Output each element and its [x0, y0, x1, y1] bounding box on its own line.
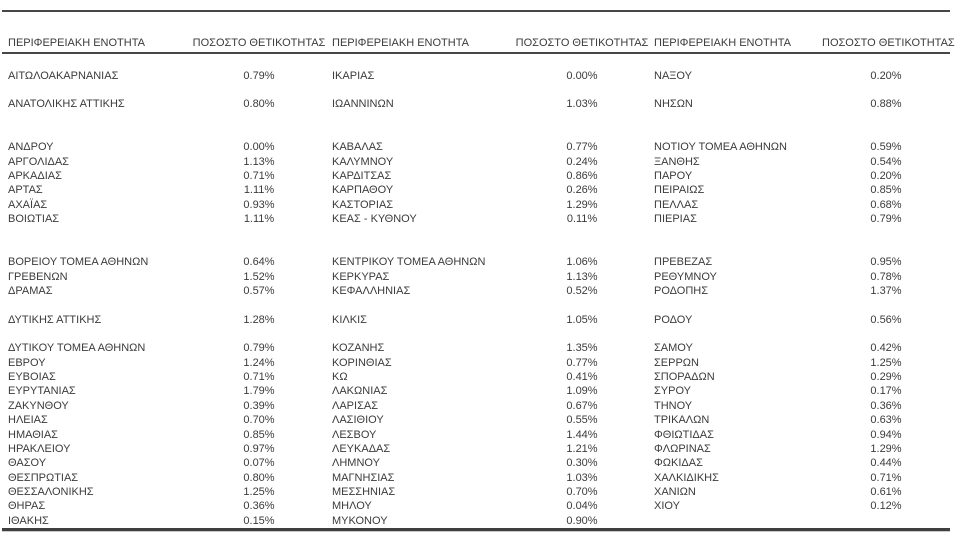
region-name-cell: ΦΛΩΡΙΝΑΣ: [654, 442, 711, 455]
header-positivity-2: ΠΟΣΟΣΤΟ ΘΕΤΙΚΟΤΗΤΑΣ: [515, 37, 649, 49]
positivity-value-cell: 0.42%: [870, 342, 902, 355]
table-row: [2, 312, 950, 326]
positivity-value-cell: 0.20%: [870, 170, 902, 183]
table-row: [2, 269, 950, 283]
region-name-cell: ΚΑΡΠΑΘΟΥ: [332, 184, 394, 197]
table-row: [2, 442, 950, 456]
region-name-cell: ΜΑΓΝΗΣΙΑΣ: [332, 471, 395, 484]
positivity-value-cell: 0.63%: [870, 414, 902, 427]
table-row: [2, 169, 950, 183]
region-name-cell: ΚΑΡΔΙΤΣΑΣ: [332, 170, 392, 183]
region-name-cell: ΚΙΛΚΙΣ: [332, 313, 367, 326]
region-name-cell: ΕΥΒΟΙΑΣ: [8, 371, 56, 384]
region-name-cell: ΕΥΡΥΤΑΝΙΑΣ: [8, 385, 76, 398]
table-row: [2, 241, 950, 255]
positivity-value-cell: 0.79%: [243, 342, 275, 355]
positivity-value-cell: 0.29%: [870, 371, 902, 384]
region-name-cell: ΠΙΕΡΙΑΣ: [654, 213, 697, 226]
positivity-value-cell: 1.28%: [243, 313, 275, 326]
positivity-value-cell: 0.30%: [566, 457, 598, 470]
positivity-value-cell: 0.79%: [870, 213, 902, 226]
header-region-2: ΠΕΡΙΦΕΡΕΙΑΚΗ ΕΝΟΤΗΤΑ: [332, 37, 469, 49]
positivity-value-cell: 0.59%: [870, 141, 902, 154]
table-row: [2, 226, 950, 240]
table-row: [2, 183, 950, 197]
region-name-cell: ΜΗΛΟΥ: [332, 500, 372, 513]
region-name-cell: ΗΜΑΘΙΑΣ: [8, 428, 58, 441]
positivity-value-cell: 0.17%: [870, 385, 902, 398]
region-name-cell: ΣΠΟΡΑΔΩΝ: [654, 371, 715, 384]
positivity-value-cell: 0.00%: [566, 69, 598, 82]
positivity-value-cell: 1.21%: [566, 442, 598, 455]
region-name-cell: ΚΟΖΑΝΗΣ: [332, 342, 385, 355]
positivity-value-cell: 0.04%: [566, 500, 598, 513]
positivity-value-cell: 0.41%: [566, 371, 598, 384]
positivity-value-cell: 0.39%: [243, 399, 275, 412]
region-name-cell: ΚΑΒΑΛΑΣ: [332, 141, 383, 154]
positivity-value-cell: 0.52%: [566, 284, 598, 297]
region-name-cell: ΑΧΑΪΑΣ: [8, 198, 48, 211]
region-name-cell: ΙΩΑΝΝΙΝΩΝ: [332, 98, 394, 111]
region-name-cell: ΙΘΑΚΗΣ: [8, 514, 49, 527]
positivity-value-cell: 0.00%: [243, 141, 275, 154]
positivity-value-cell: 0.11%: [566, 213, 598, 226]
region-name-cell: ΕΒΡΟΥ: [8, 356, 46, 369]
table-row: [2, 284, 950, 298]
regional-positivity-table: [2, 10, 955, 532]
positivity-value-cell: 0.54%: [870, 155, 902, 168]
positivity-value-cell: 0.70%: [566, 485, 598, 498]
positivity-value-cell: 1.44%: [566, 428, 598, 441]
table-row: [2, 341, 950, 355]
region-name-cell: ΑΡΚΑΔΙΑΣ: [8, 170, 62, 183]
region-name-cell: ΚΕΡΚΥΡΑΣ: [332, 270, 390, 283]
region-name-cell: ΑΙΤΩΛΟΑΚΑΡΝΑΝΙΑΣ: [8, 69, 119, 82]
positivity-value-cell: 1.03%: [566, 98, 598, 111]
region-name-cell: ΣΑΜΟΥ: [654, 342, 693, 355]
region-name-cell: ΧΑΛΚΙΔΙΚΗΣ: [654, 471, 719, 484]
positivity-value-cell: 0.85%: [870, 184, 902, 197]
region-name-cell: ΧΑΝΙΩΝ: [654, 485, 696, 498]
region-name-cell: ΙΚΑΡΙΑΣ: [332, 69, 375, 82]
table-row: [2, 198, 950, 212]
positivity-value-cell: 0.44%: [870, 457, 902, 470]
region-name-cell: ΛΑΣΙΘΙΟΥ: [332, 414, 384, 427]
positivity-value-cell: 0.97%: [243, 442, 275, 455]
table-row: [2, 155, 950, 169]
region-name-cell: ΠΕΛΛΑΣ: [654, 198, 699, 211]
positivity-value-cell: 0.78%: [870, 270, 902, 283]
positivity-value-cell: 0.36%: [243, 500, 275, 513]
region-name-cell: ΡΕΘΥΜΝΟΥ: [654, 270, 717, 283]
region-name-cell: ΓΡΕΒΕΝΩΝ: [8, 270, 68, 283]
positivity-value-cell: 0.20%: [870, 69, 902, 82]
positivity-value-cell: 0.71%: [243, 170, 275, 183]
region-name-cell: ΒΟΡΕΙΟΥ ΤΟΜΕΑ ΑΘΗΝΩΝ: [8, 256, 149, 269]
region-name-cell: ΛΕΥΚΑΔΑΣ: [332, 442, 391, 455]
region-name-cell: ΑΝΑΤΟΛΙΚΗΣ ΑΤΤΙΚΗΣ: [8, 98, 125, 111]
positivity-value-cell: 1.05%: [566, 313, 598, 326]
positivity-value-cell: 0.26%: [566, 184, 598, 197]
positivity-value-cell: 0.80%: [243, 471, 275, 484]
positivity-value-cell: 0.67%: [566, 399, 598, 412]
region-name-cell: ΣΕΡΡΩΝ: [654, 356, 699, 369]
region-name-cell: ΔΥΤΙΚΟΥ ΤΟΜΕΑ ΑΘΗΝΩΝ: [8, 342, 146, 355]
header-positivity-1: ΠΟΣΟΣΤΟ ΘΕΤΙΚΟΤΗΤΑΣ: [192, 37, 326, 49]
region-name-cell: ΘΕΣΠΡΩΤΙΑΣ: [8, 471, 79, 484]
positivity-value-cell: 0.68%: [870, 198, 902, 211]
region-name-cell: ΗΡΑΚΛΕΙΟΥ: [8, 442, 71, 455]
region-name-cell: ΝΟΤΙΟΥ ΤΟΜΕΑ ΑΘΗΝΩΝ: [654, 141, 787, 154]
positivity-value-cell: 1.29%: [870, 442, 902, 455]
region-name-cell: ΦΘΙΩΤΙΔΑΣ: [654, 428, 714, 441]
positivity-value-cell: 0.79%: [243, 69, 275, 82]
positivity-value-cell: 0.80%: [243, 98, 275, 111]
region-name-cell: ΤΡΙΚΑΛΩΝ: [654, 414, 710, 427]
table-row: [2, 356, 950, 370]
table-row: [2, 126, 950, 140]
positivity-value-cell: 0.24%: [566, 155, 598, 168]
positivity-value-cell: 1.11%: [243, 213, 275, 226]
table-row: [2, 111, 950, 125]
region-name-cell: ΞΑΝΘΗΣ: [654, 155, 700, 168]
positivity-value-cell: 0.88%: [870, 98, 902, 111]
region-name-cell: ΜΕΣΣΗΝΙΑΣ: [332, 485, 396, 498]
region-name-cell: ΛΕΣΒΟΥ: [332, 428, 377, 441]
region-name-cell: ΜΥΚΟΝΟΥ: [332, 514, 388, 527]
region-name-cell: ΚΕΦΑΛΛΗΝΙΑΣ: [332, 284, 411, 297]
positivity-value-cell: 0.15%: [243, 514, 275, 527]
region-name-cell: ΘΕΣΣΑΛΟΝΙΚΗΣ: [8, 485, 94, 498]
region-name-cell: ΚΕΝΤΡΙΚΟΥ ΤΟΜΕΑ ΑΘΗΝΩΝ: [332, 256, 486, 269]
positivity-value-cell: 1.37%: [870, 284, 902, 297]
region-name-cell: ΝΑΞΟΥ: [654, 69, 692, 82]
table-row: [2, 68, 950, 82]
positivity-value-cell: 0.71%: [243, 371, 275, 384]
region-name-cell: ΛΑΚΩΝΙΑΣ: [332, 385, 388, 398]
region-name-cell: ΑΝΔΡΟΥ: [8, 141, 54, 154]
table-bottom-rule: [2, 528, 950, 532]
region-name-cell: ΠΡΕΒΕΖΑΣ: [654, 256, 713, 269]
positivity-value-cell: 0.61%: [870, 485, 902, 498]
positivity-value-cell: 1.13%: [243, 155, 275, 168]
positivity-value-cell: 0.56%: [870, 313, 902, 326]
positivity-value-cell: 0.95%: [870, 256, 902, 269]
positivity-value-cell: 1.13%: [566, 270, 598, 283]
region-name-cell: ΔΥΤΙΚΗΣ ΑΤΤΙΚΗΣ: [8, 313, 102, 326]
positivity-value-cell: 0.94%: [870, 428, 902, 441]
region-name-cell: ΛΗΜΝΟΥ: [332, 457, 380, 470]
positivity-value-cell: 0.85%: [243, 428, 275, 441]
table-row: [2, 97, 950, 111]
positivity-value-cell: 1.03%: [566, 471, 598, 484]
table-row: [2, 370, 950, 384]
region-name-cell: ΚΑΣΤΟΡΙΑΣ: [332, 198, 394, 211]
table-row: [2, 140, 950, 154]
positivity-value-cell: 1.79%: [243, 385, 275, 398]
table-row: [2, 83, 950, 97]
region-name-cell: ΡΟΔΟΥ: [654, 313, 693, 326]
positivity-value-cell: 1.25%: [870, 356, 902, 369]
positivity-value-cell: 1.29%: [566, 198, 598, 211]
region-name-cell: ΘΑΣΟΥ: [8, 457, 47, 470]
positivity-value-cell: 1.11%: [243, 184, 275, 197]
region-name-cell: ΚΟΡΙΝΘΙΑΣ: [332, 356, 392, 369]
region-name-cell: ΚΑΛΥΜΝΟΥ: [332, 155, 394, 168]
region-name-cell: ΠΕΙΡΑΙΩΣ: [654, 184, 705, 197]
positivity-value-cell: 0.07%: [243, 457, 275, 470]
header-positivity-3: ΠΟΣΟΣΤΟ ΘΕΤΙΚΟΤΗΤΑΣ: [822, 37, 955, 49]
table-row: [2, 514, 950, 528]
positivity-value-cell: 0.70%: [243, 414, 275, 427]
table-row: [2, 399, 950, 413]
region-name-cell: ΠΑΡΟΥ: [654, 170, 693, 183]
region-name-cell: ΝΗΣΩΝ: [654, 98, 693, 111]
table-row: [2, 470, 950, 484]
region-name-cell: ΑΡΓΟΛΙΔΑΣ: [8, 155, 69, 168]
table-row: [2, 212, 950, 226]
region-name-cell: ΡΟΔΟΠΗΣ: [654, 284, 709, 297]
positivity-value-cell: 1.06%: [566, 256, 598, 269]
positivity-value-cell: 1.25%: [243, 485, 275, 498]
table-row: [2, 499, 950, 513]
positivity-value-cell: 0.57%: [243, 284, 275, 297]
region-name-cell: ΑΡΤΑΣ: [8, 184, 43, 197]
positivity-value-cell: 0.55%: [566, 414, 598, 427]
region-name-cell: ΘΗΡΑΣ: [8, 500, 46, 513]
table-row: [2, 54, 950, 68]
positivity-value-cell: 1.09%: [566, 385, 598, 398]
positivity-value-cell: 0.86%: [566, 170, 598, 183]
region-name-cell: ΒΟΙΩΤΙΑΣ: [8, 213, 60, 226]
region-name-cell: ΖΑΚΥΝΘΟΥ: [8, 399, 69, 412]
table-row: [2, 456, 950, 470]
table-row: [2, 485, 950, 499]
region-name-cell: ΚΩ: [332, 371, 348, 384]
region-name-cell: ΚΕΑΣ - ΚΥΘΝΟΥ: [332, 213, 417, 226]
region-name-cell: ΧΙΟΥ: [654, 500, 680, 513]
positivity-value-cell: 1.24%: [243, 356, 275, 369]
region-name-cell: ΔΡΑΜΑΣ: [8, 284, 53, 297]
table-row: [2, 255, 950, 269]
region-name-cell: ΤΗΝΟΥ: [654, 399, 693, 412]
positivity-value-cell: 0.77%: [566, 356, 598, 369]
positivity-value-cell: 0.12%: [870, 500, 902, 513]
positivity-value-cell: 1.35%: [566, 342, 598, 355]
table-header-row: [2, 12, 955, 52]
header-region-3: ΠΕΡΙΦΕΡΕΙΑΚΗ ΕΝΟΤΗΤΑ: [654, 37, 791, 49]
positivity-value-cell: 0.93%: [243, 198, 275, 211]
table-row: [2, 298, 950, 312]
positivity-value-cell: 0.36%: [870, 399, 902, 412]
table-row: [2, 327, 950, 341]
region-name-cell: ΦΩΚΙΔΑΣ: [654, 457, 703, 470]
table-row: [2, 427, 950, 441]
header-region-1: ΠΕΡΙΦΕΡΕΙΑΚΗ ΕΝΟΤΗΤΑ: [8, 37, 145, 49]
table-row: [2, 413, 950, 427]
table-body: [2, 54, 950, 528]
positivity-value-cell: 0.90%: [566, 514, 598, 527]
positivity-value-cell: 1.52%: [243, 270, 275, 283]
table-row: [2, 384, 950, 398]
positivity-value-cell: 0.64%: [243, 256, 275, 269]
region-name-cell: ΗΛΕΙΑΣ: [8, 414, 48, 427]
region-name-cell: ΛΑΡΙΣΑΣ: [332, 399, 379, 412]
region-name-cell: ΣΥΡΟΥ: [654, 385, 692, 398]
positivity-value-cell: 0.77%: [566, 141, 598, 154]
positivity-value-cell: 0.71%: [870, 471, 902, 484]
